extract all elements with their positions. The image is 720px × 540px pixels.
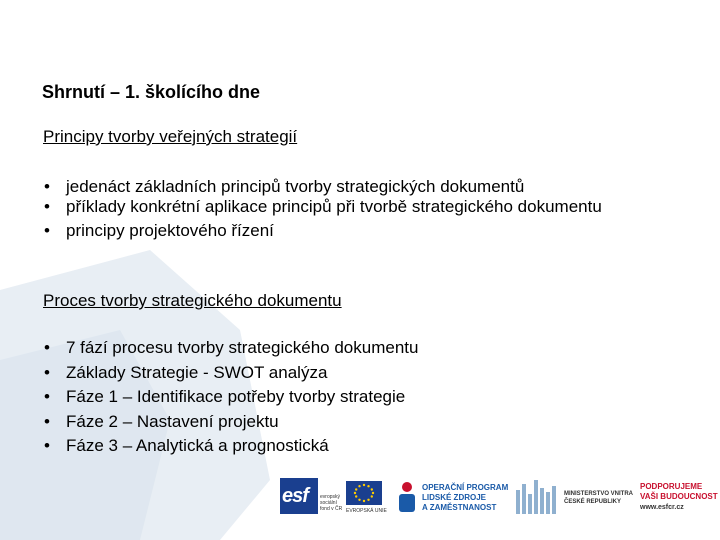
bullet-icon: •: [44, 221, 50, 240]
slide-title: Shrnutí – 1. školícího dne: [42, 82, 261, 102]
eu-flag-icon: [346, 481, 382, 505]
list-item: • Fáze 2 – Nastavení projektu: [44, 410, 670, 435]
ministry-text: MINISTERSTVO VNITRA ČESKÉ REPUBLIKY: [564, 491, 634, 505]
esf-caption: evropský sociální fond v ČR: [320, 494, 343, 512]
list-item: • jedenáct základních principů tvorby strategických dokumentů: [44, 177, 525, 196]
list-item: • Základy Strategie - SWOT analýza: [44, 361, 670, 386]
list-item: • Fáze 3 – Analytická a prognostická: [44, 434, 670, 459]
bullet-icon: •: [44, 411, 50, 431]
list-item: • příklady konkrétní aplikace principů při tvorbě strategického dokumentu: [44, 197, 602, 216]
bullet-icon: •: [44, 387, 50, 406]
support-slogan: PODPORUJEME VAŠI BUDOUCNOST: [640, 482, 718, 501]
op-lzz-icon: [396, 480, 418, 514]
bullet-icon: •: [44, 362, 50, 382]
support-url: www.esfcr.cz: [640, 504, 684, 511]
esf-logo: esf: [280, 478, 318, 514]
ministry-logo-icon: [516, 480, 558, 514]
bullet-icon: •: [44, 177, 50, 196]
eu-caption: EVROPSKÁ UNIE: [346, 508, 387, 514]
process-list: [44, 336, 670, 459]
footer-logos: [280, 478, 716, 518]
op-lzz-text: OPERAČNÍ PROGRAM LIDSKÉ ZDROJE A ZAMĚSTNANOST: [422, 483, 509, 512]
principles-list: [44, 177, 670, 241]
section-heading-process: Proces tvorby strategického dokumentu: [43, 291, 342, 310]
bullet-icon: •: [44, 197, 50, 216]
bullet-icon: •: [44, 338, 50, 357]
bullet-icon: •: [44, 436, 50, 455]
list-item: • Fáze 1 – Identifikace potřeby tvorby strategie: [44, 385, 670, 410]
list-item: • 7 fází procesu tvorby strategického dokumentu: [44, 336, 670, 361]
section-heading-principles: Principy tvorby veřejných strategií: [43, 127, 298, 146]
list-item: • principy projektového řízení: [44, 221, 274, 240]
